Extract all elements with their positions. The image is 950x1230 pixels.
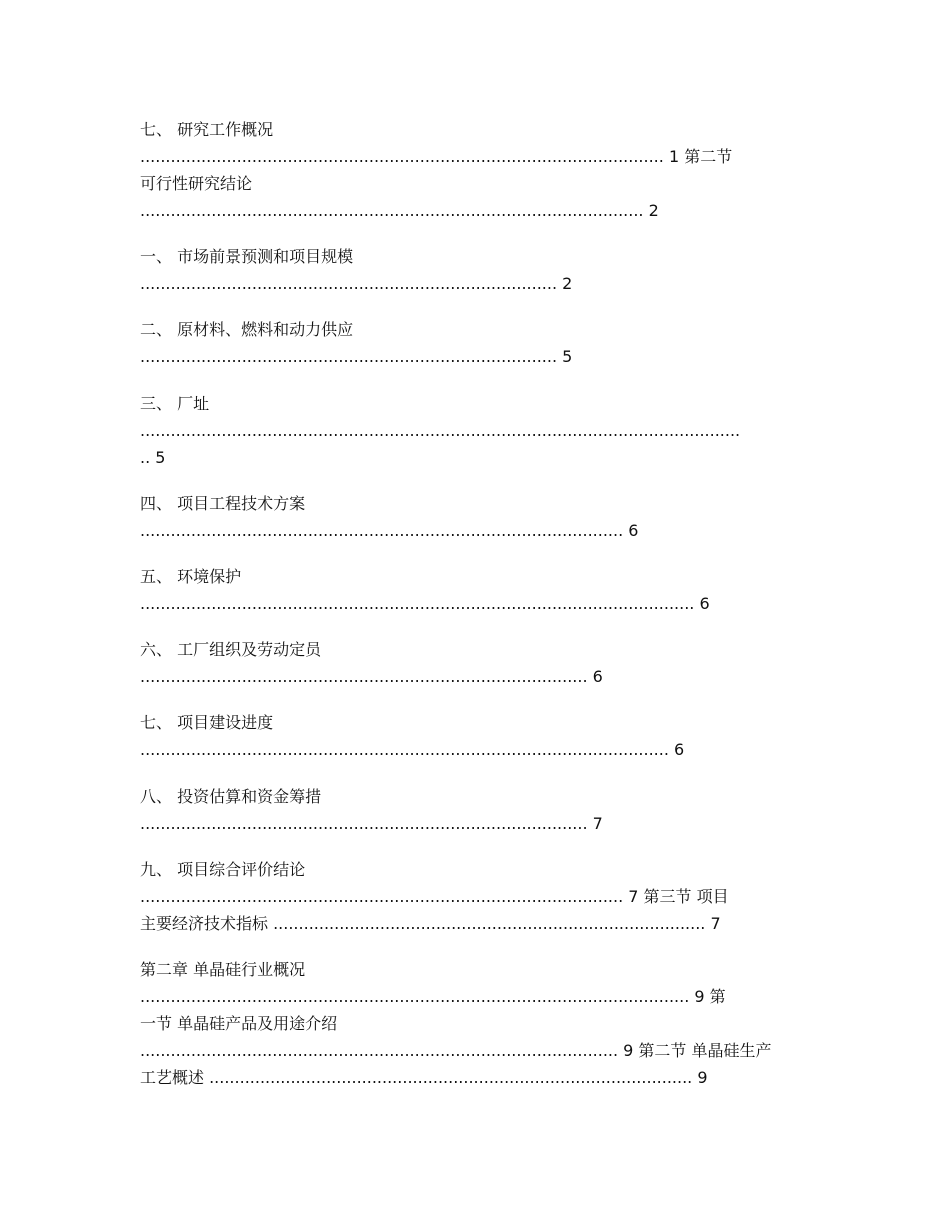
toc-entry-chapter: 第二章 单晶硅行业概况 xyxy=(140,960,306,979)
toc-entry-title: 工艺概述 ............................................................................................... 9 xyxy=(140,1068,708,1087)
toc-entry-leader: .................................................................................. 2 xyxy=(140,274,573,293)
toc-entry-leader: ................................................................................................... 2 xyxy=(140,201,659,220)
toc-entry-leader: .............................................................................................. 9 第二节 单晶硅生产 xyxy=(140,1041,772,1060)
toc-entry-title: 七、 项目建设进度 xyxy=(140,713,274,732)
toc-entry-title: 七、 研究工作概况 xyxy=(140,120,274,139)
toc-entry-title: 一、 市场前景预测和项目规模 xyxy=(140,247,354,266)
toc-entry-leader: ............................................................................................................ 9 第 xyxy=(140,987,726,1006)
toc-entry-leader: ........................................................................................................ 6 xyxy=(140,740,685,759)
toc-entry-title: 一节 单晶硅产品及用途介绍 xyxy=(140,1014,338,1033)
toc-entry-leader: .. 5 xyxy=(140,448,166,467)
toc-entry-leader: ........................................................................................ 6 xyxy=(140,667,603,686)
toc-entry-title: 可行性研究结论 xyxy=(140,174,253,193)
toc-entry-title: 八、 投资估算和资金筹措 xyxy=(140,787,322,806)
toc-entry-title: 九、 项目综合评价结论 xyxy=(140,860,306,879)
toc-entry-title: 四、 项目工程技术方案 xyxy=(140,494,306,513)
toc-entry-leader: ............................................................................................... 6 xyxy=(140,521,639,540)
toc-entry-title: 五、 环境保护 xyxy=(140,567,242,586)
toc-entry-leader: ...................................................................................................................... xyxy=(140,421,741,440)
toc-entry-leader: ............................................................................................................. 6 xyxy=(140,594,710,613)
toc-entry-leader: ........................................................................................ 7 xyxy=(140,814,603,833)
toc-entry-title: 主要经济技术指标 ..................................................................................... 7 xyxy=(140,914,721,933)
toc-entry-title: 二、 原材料、燃料和动力供应 xyxy=(140,320,354,339)
toc-entry-title: 六、 工厂组织及劳动定员 xyxy=(140,640,322,659)
toc-entry-title: 三、 厂址 xyxy=(140,394,210,413)
toc-entry-leader: .................................................................................. 5 xyxy=(140,347,573,366)
toc-entry-leader: ............................................................................................... 7 第三节 项目 xyxy=(140,887,729,906)
toc-entry-leader: ....................................................................................................... 1 第二节 xyxy=(140,147,733,166)
